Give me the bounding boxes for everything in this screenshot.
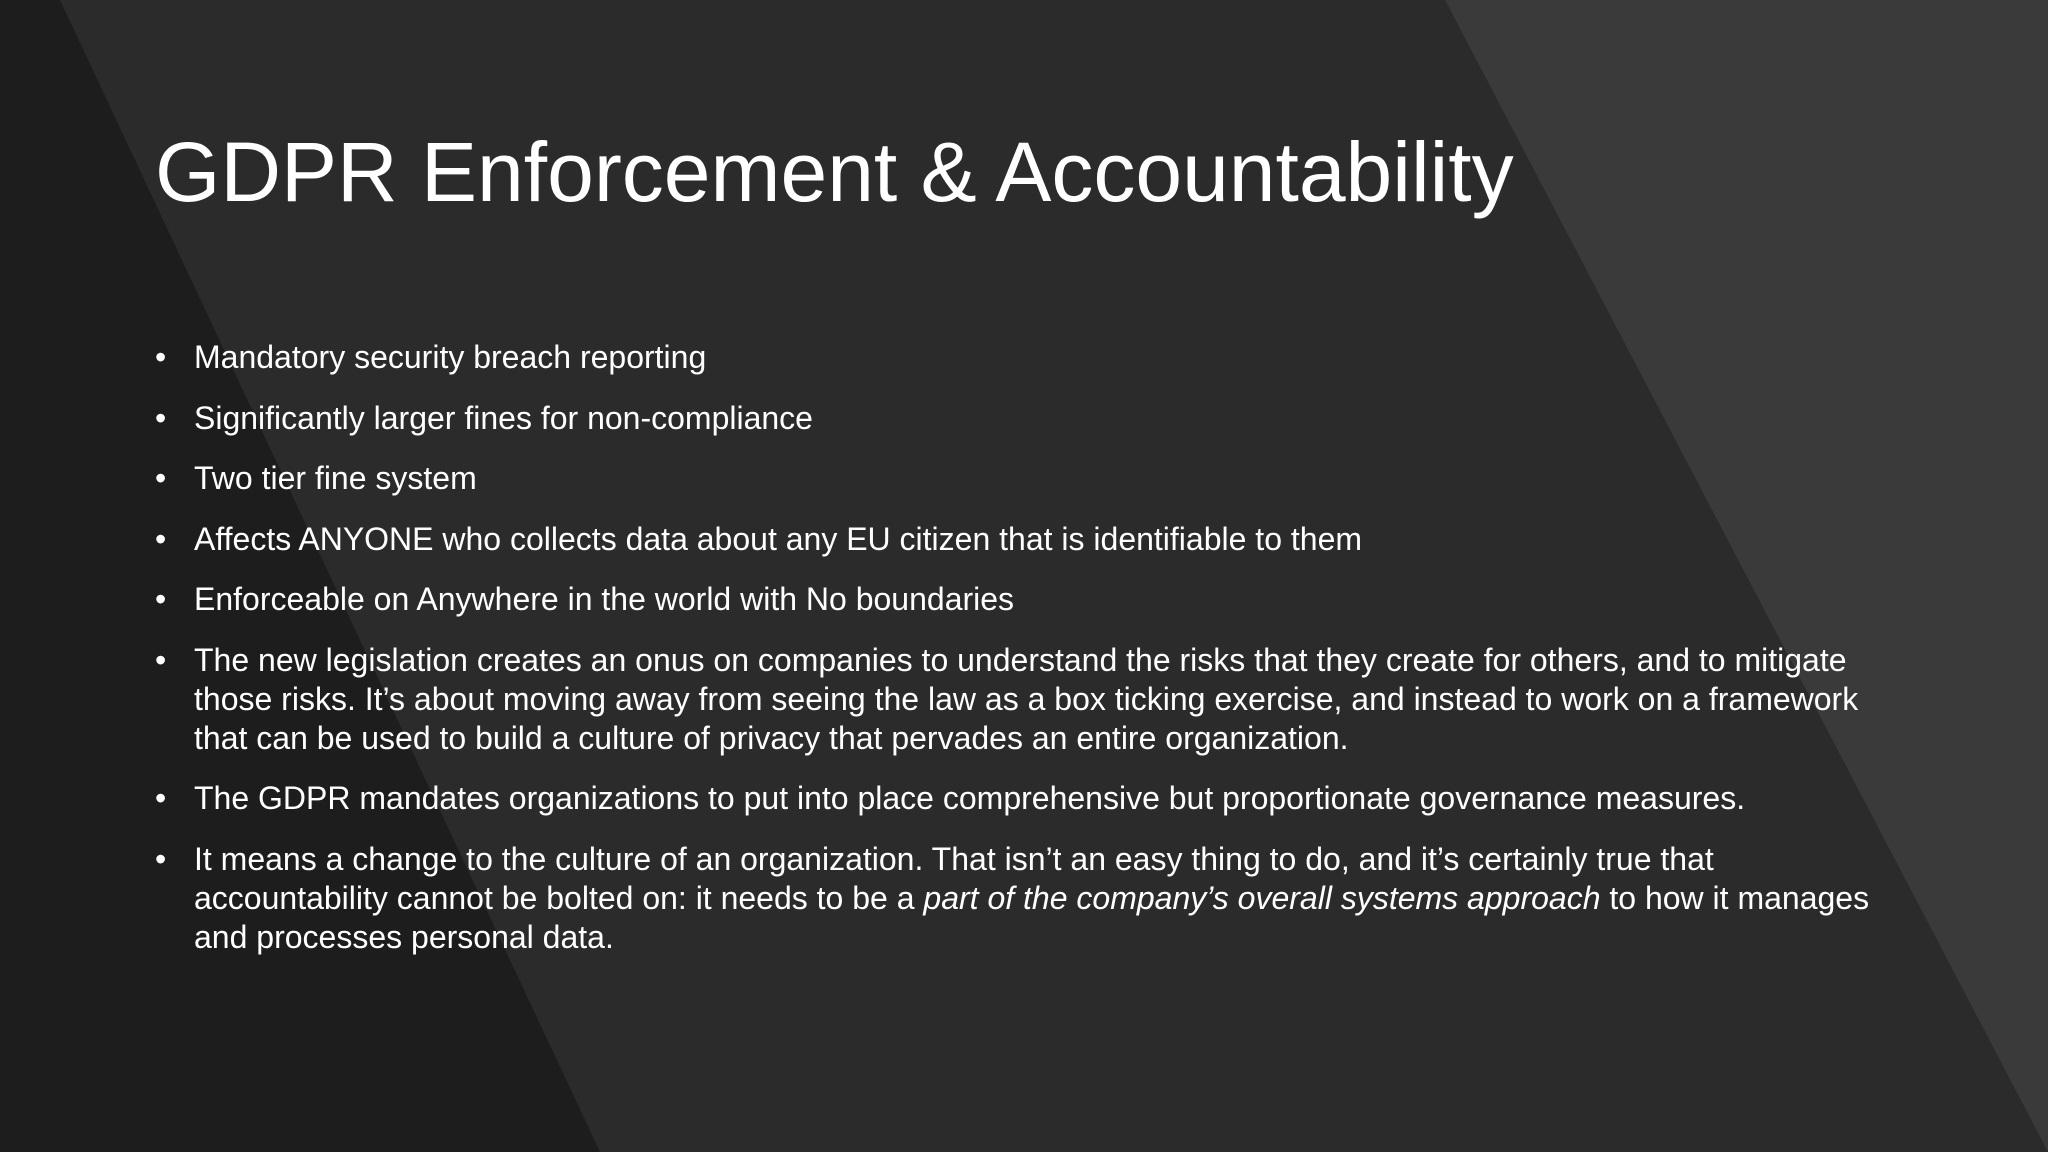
bullet-item — [155, 641, 1900, 758]
bullet-icon: • — [155, 520, 167, 557]
bullet-text-italic: part of the company’s overall systems approach — [923, 879, 1601, 916]
bullet-text: The GDPR mandates organizations to put into place comprehensive but proportionate governance measures. — [194, 780, 1746, 816]
bullet-text: Enforceable on Anywhere in the world with No boundaries — [194, 581, 1015, 617]
bullet-item — [155, 399, 1900, 438]
bullet-icon: • — [155, 780, 167, 816]
bullet-item — [155, 338, 1900, 377]
bullet-text-after: to how it manages and processes personal data. — [194, 879, 1870, 955]
bullet-text: Mandatory security breach reporting — [194, 339, 707, 375]
slide-title: GDPR Enforcement & Accountability — [155, 125, 1514, 219]
bullet-icon: • — [155, 840, 167, 877]
bullet-icon: • — [155, 460, 167, 496]
bullet-icon: • — [155, 641, 167, 678]
bullet-text: Two tier fine system — [194, 460, 477, 496]
bullet-text-before: It means a change to the culture of an organization. That isn’t an easy thing to do, and it’s certainly true that accountability cannot be bolted on: it needs to be a — [194, 840, 1714, 916]
bullet-text: The new legislation creates an onus on companies to understand the risks that they create for others, and to mitigate those risks. It’s about moving away from seeing the law as a box ticking exercise, and instead to work on a framework that can be used to build a culture of privacy that pervades an entire organization. — [194, 641, 1859, 756]
bullet-item — [155, 779, 1900, 818]
bullet-icon: • — [155, 339, 167, 375]
bullet-icon: • — [155, 581, 167, 617]
bullet-item — [155, 520, 1900, 559]
bullet-item — [155, 459, 1900, 498]
bullet-icon: • — [155, 399, 167, 436]
bullet-text — [194, 841, 1869, 955]
bullet-list — [155, 338, 1900, 978]
bullet-item — [155, 580, 1900, 619]
bullet-text: Significantly larger fines for non-compliance — [194, 399, 813, 436]
bullet-item — [155, 840, 1900, 957]
bullet-text: Affects ANYONE who collects data about any EU citizen that is identifiable to them — [194, 520, 1363, 557]
